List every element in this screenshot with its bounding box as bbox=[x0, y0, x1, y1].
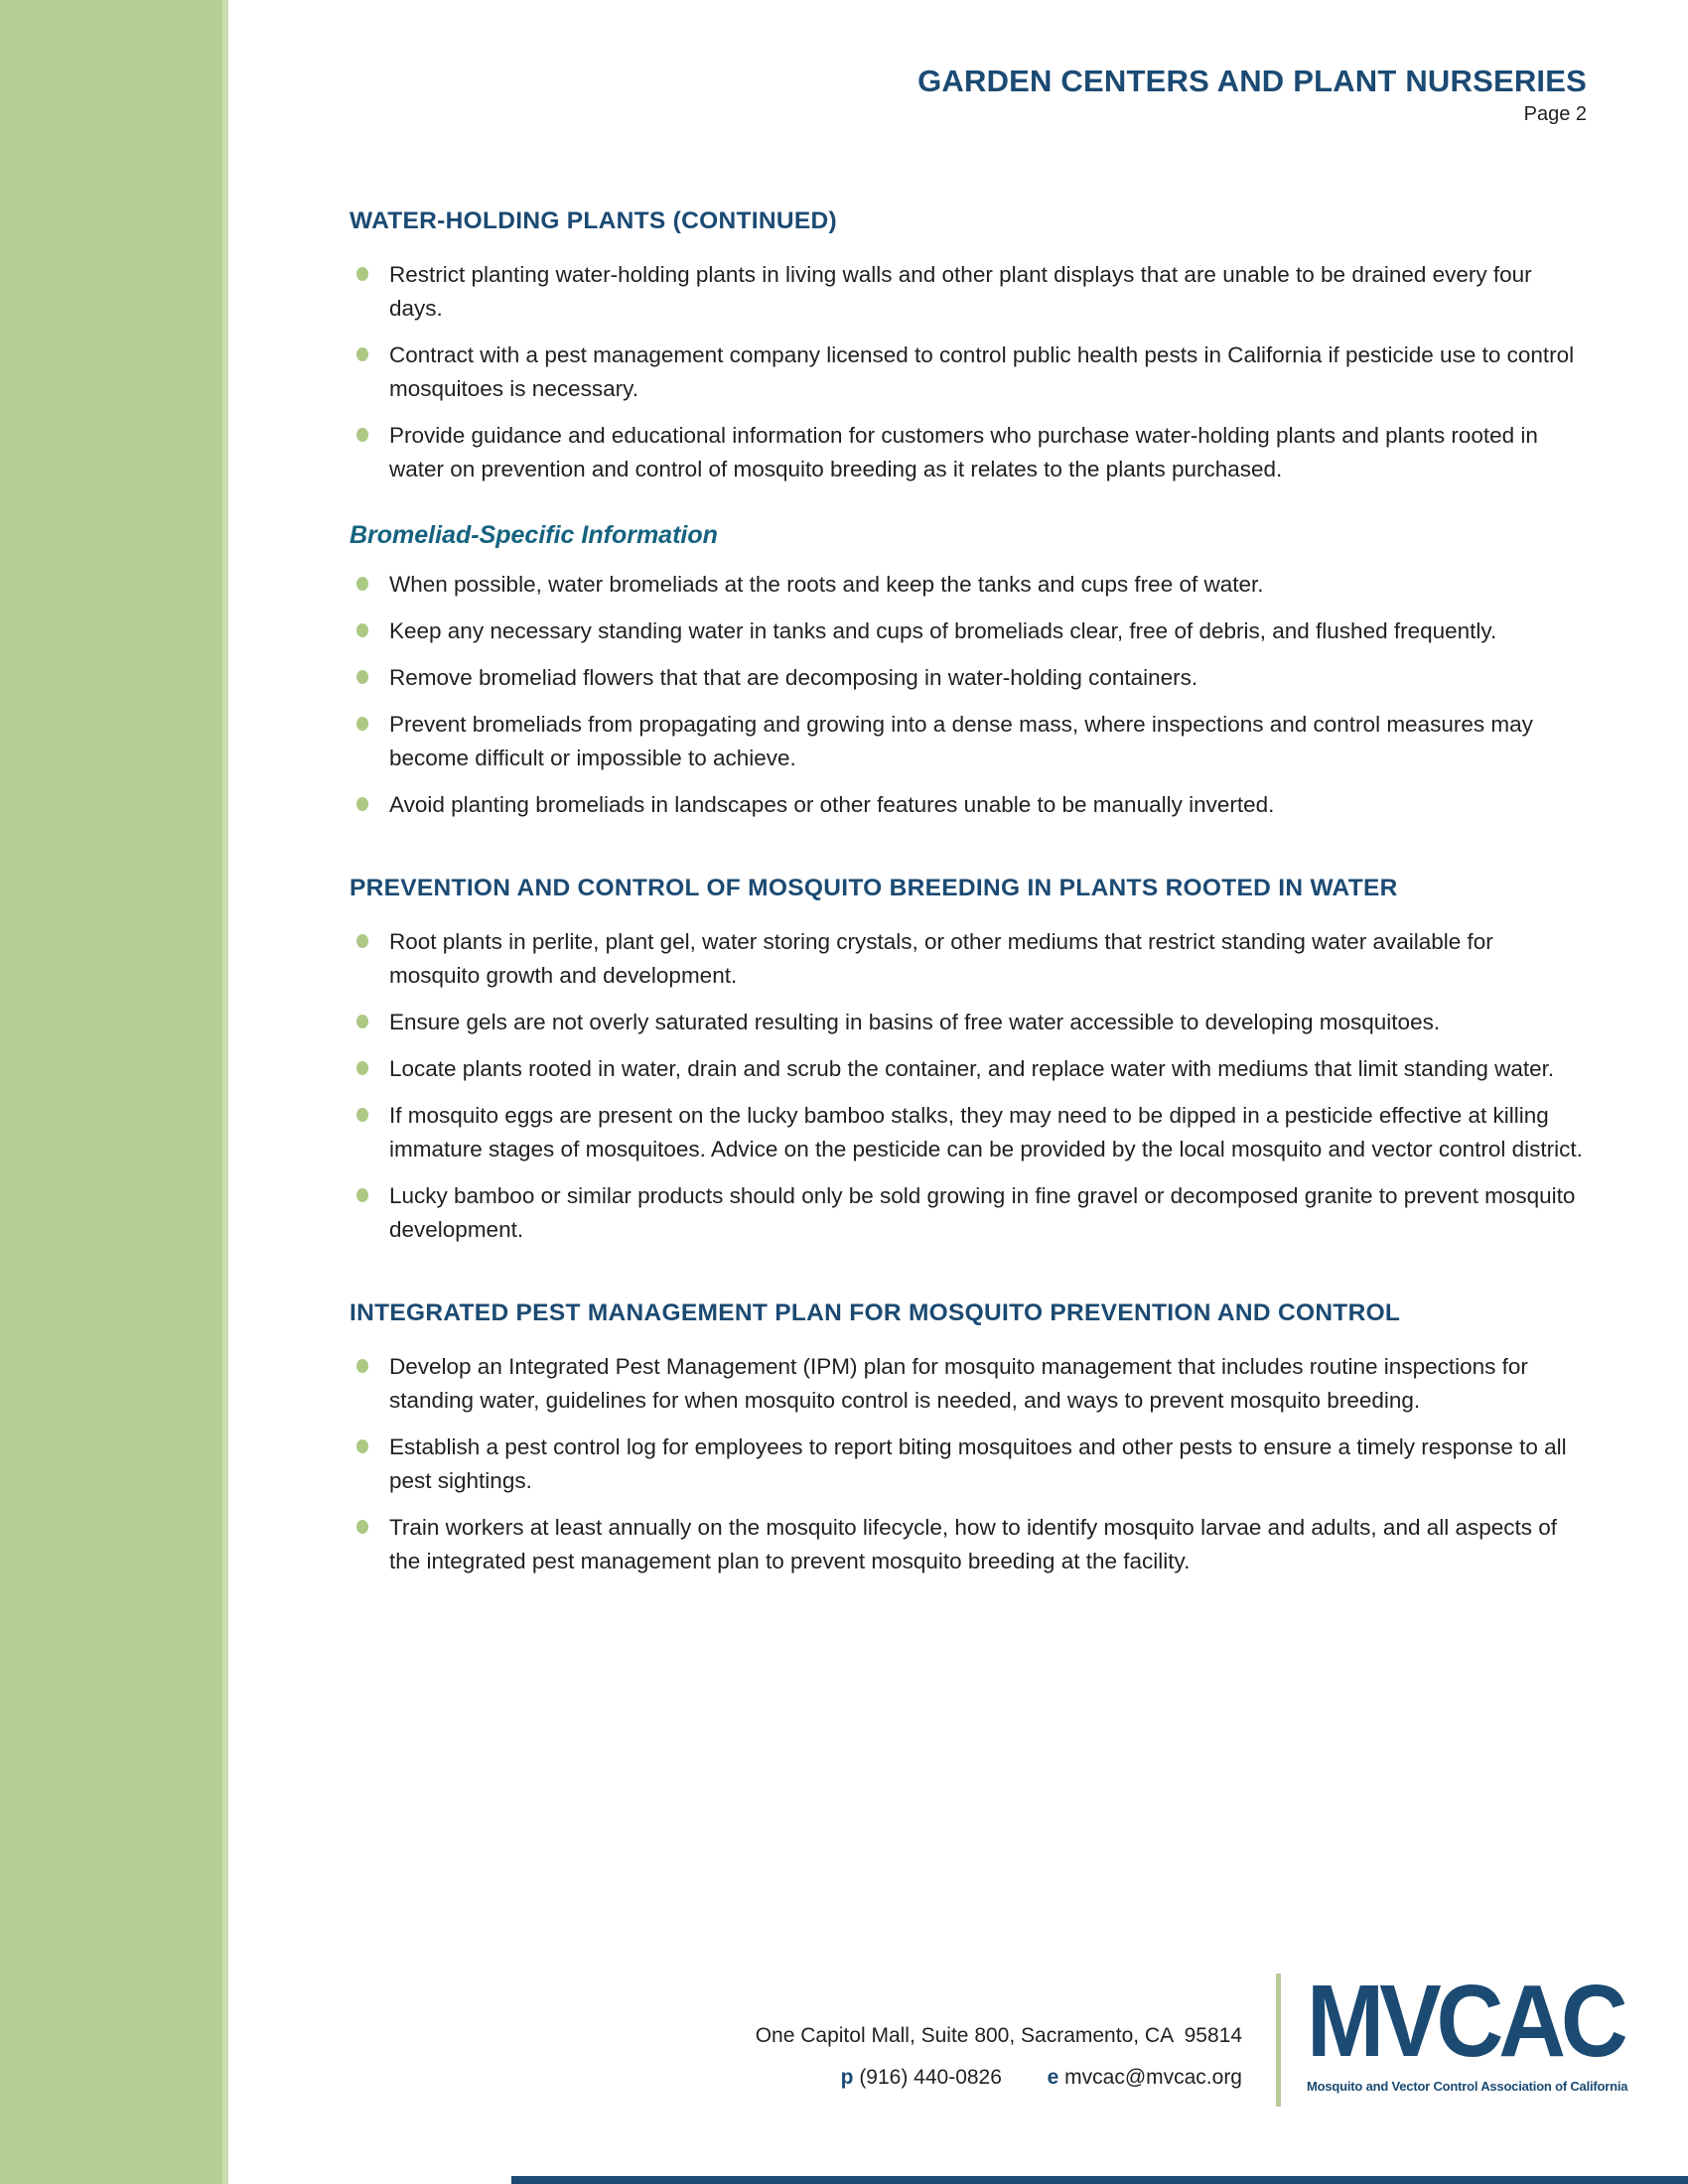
document-header bbox=[917, 64, 1587, 127]
bullet-list bbox=[350, 1350, 1589, 1578]
footer-address: One Capitol Mall, Suite 800, Sacramento, CA 95814 bbox=[755, 2024, 1242, 2047]
bullet-text: Restrict planting water-holding plants in living walls and other plant displays that are unable to be drained every four days. bbox=[389, 262, 1532, 321]
bullet-item bbox=[350, 1006, 1589, 1039]
footer-phone: (916) 440-0826 bbox=[859, 2066, 1002, 2089]
bullet-text: Locate plants rooted in water, drain and scrub the container, and replace water with mediums that limit standing water. bbox=[389, 1056, 1555, 1081]
bullet-dot-icon bbox=[356, 1061, 368, 1075]
bullet-dot-icon bbox=[356, 797, 368, 811]
bottom-accent-bar bbox=[511, 2176, 1688, 2184]
bullet-text: Prevent bromeliads from propagating and growing into a dense mass, where inspections and control measures may become difficult or impossible to achieve. bbox=[389, 712, 1533, 770]
bullet-item bbox=[350, 1052, 1589, 1086]
bullet-text: When possible, water bromeliads at the roots and keep the tanks and cups free of water. bbox=[389, 572, 1264, 597]
bullet-dot-icon bbox=[356, 577, 368, 591]
footer-contact-line bbox=[350, 2063, 1242, 2093]
bullet-item bbox=[350, 339, 1589, 406]
bullet-list bbox=[350, 925, 1589, 1247]
bullet-item bbox=[350, 1511, 1589, 1578]
bullet-text: Avoid planting bromeliads in landscapes or other features unable to be manually inverted. bbox=[389, 792, 1275, 817]
bullet-dot-icon bbox=[356, 623, 368, 637]
bullet-text: Develop an Integrated Pest Management (IPM) plan for mosquito management that includes routine inspections for standing water, guidelines for when mosquito control is needed, and ways to prevent mosquito breeding. bbox=[389, 1354, 1528, 1413]
bullet-dot-icon bbox=[356, 1188, 368, 1202]
bullet-dot-icon bbox=[356, 717, 368, 731]
bullet-text: Provide guidance and educational information for customers who purchase water-holding plants and plants rooted in water on prevention and control of mosquito breeding as it relates to the plants purchased. bbox=[389, 423, 1538, 481]
section-heading: INTEGRATED PEST MANAGEMENT PLAN FOR MOSQUITO PREVENTION AND CONTROL bbox=[350, 1299, 1401, 1326]
bullet-item bbox=[350, 708, 1589, 775]
bullet-item bbox=[350, 1431, 1589, 1498]
bullet-text: Lucky bamboo or similar products should only be sold growing in fine gravel or decomposed granite to prevent mosquito development. bbox=[389, 1183, 1576, 1242]
bullet-text: Establish a pest control log for employees to report biting mosquitoes and other pests to ensure a timely response to all pest sightings. bbox=[389, 1434, 1567, 1493]
bullet-item bbox=[350, 925, 1589, 993]
bullet-list bbox=[350, 568, 1589, 822]
bullet-list bbox=[350, 258, 1589, 486]
logo-tagline: Mosquito and Vector Control Association of California bbox=[1307, 2079, 1628, 2094]
logo-wordmark: MVCAC bbox=[1307, 1965, 1623, 2079]
email-label: e bbox=[1047, 2066, 1059, 2089]
bullet-dot-icon bbox=[356, 428, 368, 442]
mvcac-logo bbox=[1281, 1965, 1628, 2124]
document-footer bbox=[350, 1965, 1628, 2124]
bullet-text: Remove bromeliad flowers that that are decomposing in water-holding containers. bbox=[389, 665, 1198, 690]
section-heading: WATER-HOLDING PLANTS (CONTINUED) bbox=[350, 207, 837, 234]
bullet-dot-icon bbox=[356, 1520, 368, 1534]
left-green-sidebar bbox=[0, 0, 228, 2184]
bullet-dot-icon bbox=[356, 934, 368, 948]
bullet-item bbox=[350, 419, 1589, 486]
bullet-dot-icon bbox=[356, 347, 368, 361]
bullet-item bbox=[350, 258, 1589, 326]
phone-label: p bbox=[840, 2066, 854, 2089]
bullet-item bbox=[350, 614, 1589, 648]
document-title: GARDEN CENTERS AND PLANT NURSERIES bbox=[917, 64, 1587, 98]
bullet-dot-icon bbox=[356, 267, 368, 281]
section-heading: PREVENTION AND CONTROL OF MOSQUITO BREEDING IN PLANTS ROOTED IN WATER bbox=[350, 875, 1398, 901]
bullet-text: Root plants in perlite, plant gel, water storing crystals, or other mediums that restrict standing water available for mosquito growth and development. bbox=[389, 929, 1493, 988]
bullet-dot-icon bbox=[356, 670, 368, 684]
bullet-item bbox=[350, 1179, 1589, 1247]
bullet-text: If mosquito eggs are present on the lucky bamboo stalks, they may need to be dipped in a pesticide effective at killing immature stages of mosquitoes. Advice on the pesticide can be provided by the local mosquito and vector control district. bbox=[389, 1103, 1583, 1161]
bullet-dot-icon bbox=[356, 1015, 368, 1028]
footer-email: mvcac@mvcac.org bbox=[1064, 2066, 1242, 2089]
bullet-text: Contract with a pest management company licensed to control public health pests in California if pesticide use to control mosquitoes is necessary. bbox=[389, 342, 1575, 401]
bullet-dot-icon bbox=[356, 1359, 368, 1373]
bullet-text: Train workers at least annually on the mosquito lifecycle, how to identify mosquito larvae and adults, and all aspects of the integrated pest management plan to prevent mosquito breeding at the facility. bbox=[389, 1515, 1558, 1573]
bullet-item bbox=[350, 1350, 1589, 1418]
document-body bbox=[350, 199, 1589, 1591]
footer-contact-block bbox=[350, 1966, 1276, 2124]
bullet-dot-icon bbox=[356, 1439, 368, 1453]
page-number: Page 2 bbox=[1523, 103, 1587, 125]
bullet-text: Ensure gels are not overly saturated resulting in basins of free water accessible to developing mosquitoes. bbox=[389, 1010, 1441, 1034]
section-heading: Bromeliad-Specific Information bbox=[350, 521, 718, 549]
bullet-item bbox=[350, 661, 1589, 695]
bullet-item bbox=[350, 568, 1589, 602]
bullet-text: Keep any necessary standing water in tanks and cups of bromeliads clear, free of debris, and flushed frequently. bbox=[389, 618, 1497, 643]
bullet-item bbox=[350, 1099, 1589, 1166]
bullet-dot-icon bbox=[356, 1108, 368, 1122]
bullet-item bbox=[350, 788, 1589, 822]
